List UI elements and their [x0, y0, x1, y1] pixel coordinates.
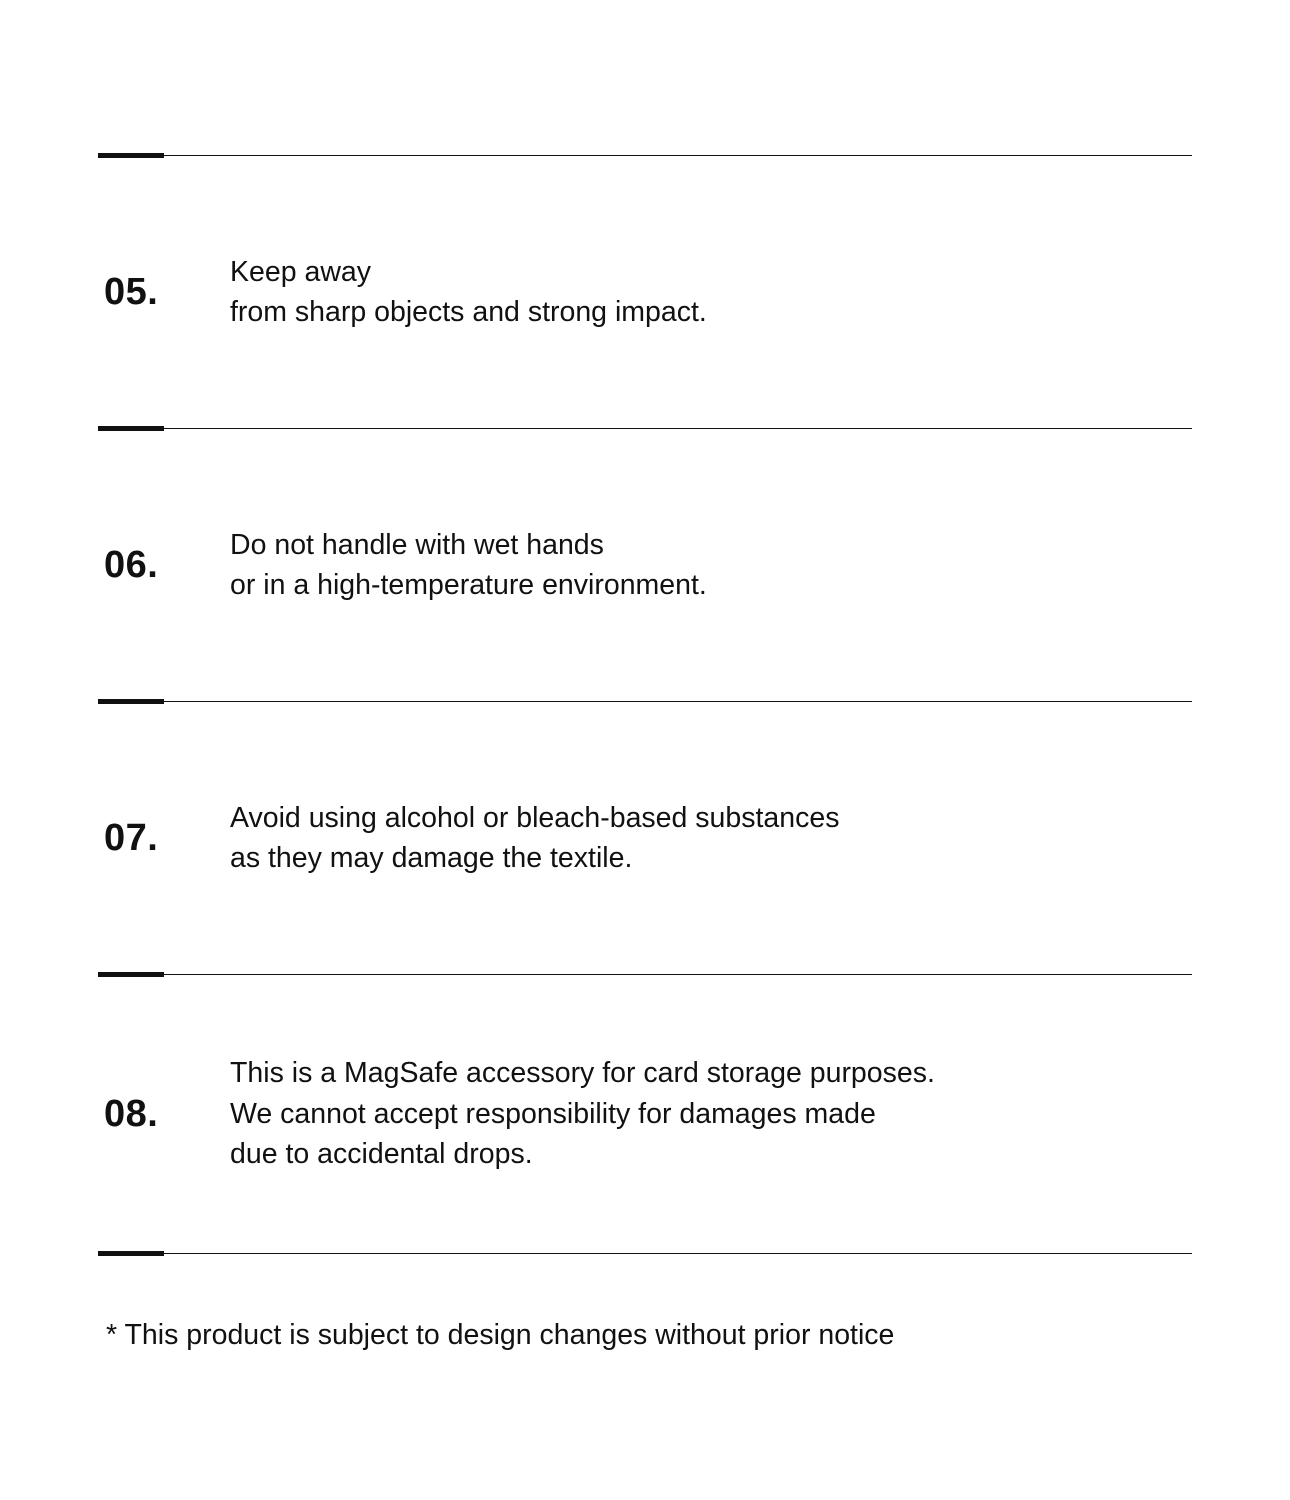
- item-number: 05.: [104, 271, 159, 313]
- item-number: 07.: [104, 817, 159, 859]
- divider-bottom: [98, 1253, 1192, 1254]
- item-text-line: from sharp objects and strong impact.: [230, 296, 707, 328]
- item-text-line: or in a high-temperature environment.: [230, 569, 707, 601]
- item-text: [230, 798, 1192, 879]
- top-spacer: [98, 0, 1192, 155]
- item-text-line: due to accidental drops.: [230, 1138, 533, 1171]
- list-item: [98, 429, 1192, 701]
- divider-after-item-2: [98, 701, 1192, 702]
- item-text-line: This is a MagSafe accessory for card storage purposes.: [230, 1057, 935, 1090]
- item-text-line: as they may damage the textile.: [230, 842, 633, 874]
- item-text-line: We cannot accept responsibility for damages made: [230, 1097, 876, 1130]
- footnote: * This product is subject to design changes without prior notice: [106, 1319, 895, 1351]
- list-item: [98, 156, 1192, 428]
- item-text: [230, 525, 1192, 606]
- item-text-line: Do not handle with wet hands: [230, 528, 604, 561]
- item-number: 06.: [104, 544, 159, 586]
- item-text: [230, 252, 1192, 333]
- list-item: [98, 975, 1192, 1253]
- item-number: 08.: [104, 1093, 159, 1135]
- divider-after-item-1: [98, 428, 1192, 429]
- item-text-line: Keep away: [230, 255, 372, 288]
- divider-after-item-3: [98, 974, 1192, 975]
- instruction-list: [98, 156, 1192, 1254]
- item-text-line: Avoid using alcohol or bleach-based substances: [230, 801, 840, 834]
- item-text: [230, 1053, 1192, 1174]
- list-item: [98, 702, 1192, 974]
- divider-top: [98, 155, 1192, 156]
